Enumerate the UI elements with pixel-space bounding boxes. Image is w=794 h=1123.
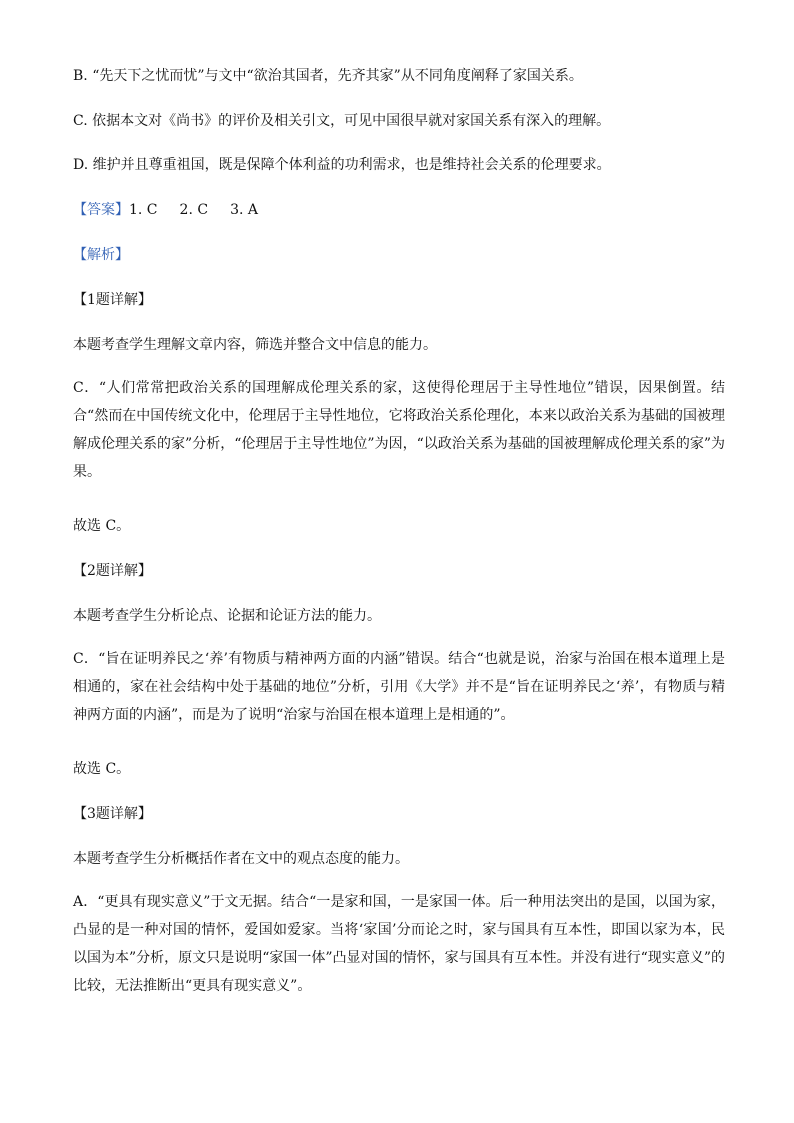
answer-item: 3. A [230, 202, 258, 218]
option-d: D. 维护并且尊重祖国，既是保障个体利益的功利需求，也是维持社会关系的伦理要求。 [73, 157, 611, 173]
q1-body: C．“人们常常把政治关系的国理解成伦理关系的家，这使得伦理居于主导性地位”错误，因果倒置。结合“然而在中国传统文化中，伦理居于主导性地位，它将政治关系伦理化，本来以政治关系为基础的国被理解成伦理关系的家”分析，“伦理居于主导性地位”为因，“以政治关系为基础的国被理解成伦理关系的家”为果。 [73, 380, 725, 480]
q2-conclusion: 故选 C。 [73, 761, 131, 777]
q3-body: A．“更具有现实意义”于文无据。结合“一是家和国，一是家国一体。后一种用法突出的是国，以国为家，凸显的是一种对国的情怀，爱国如爱家。当将‘家国’分而论之时，家与国具有互本性，即国以家为本，民以国为本”分析，原文只是说明“家国一体”凸显对国的情怀，家与国具有互本性。并没有进行“现实意义”的比较，无法推断出“更具有现实意义”。 [73, 894, 725, 994]
q1-conclusion: 故选 C。 [73, 518, 131, 534]
option-b: B. “先天下之忧而忧”与文中“欲治其国者，先齐其家”从不同角度阐释了家国关系。 [73, 68, 583, 84]
option-c: C. 依据本文对《尚书》的评价及相关引文，可见中国很早就对家国关系有深入的理解。 [73, 113, 611, 129]
answer-item: 2. C [179, 202, 209, 218]
analysis-label: 【解析】 [73, 247, 129, 263]
q3-heading: 【3题详解】 [73, 806, 152, 822]
answer-item: 1. C [129, 202, 158, 218]
q3-intro: 本题考查学生分析概括作者在文中的观点态度的能力。 [73, 851, 409, 867]
answer-label: 【答案】 [73, 202, 129, 218]
q1-intro: 本题考查学生理解文章内容，筛选并整合文中信息的能力。 [73, 337, 437, 353]
q2-body: C．“旨在证明养民之‘养’有物质与精神两方面的内涵”错误。结合“也就是说，治家与治国在根本道理上是相通的，家在社会结构中处于基础的地位”分析，引用《大学》并不是“旨在证明养民之‘养’，有物质与精神两方面的内涵”，而是为了说明“治家与治国在根本道理上是相通的”。 [73, 651, 725, 723]
q1-heading: 【1题详解】 [73, 292, 152, 308]
answer-items [129, 202, 280, 218]
q2-intro: 本题考查学生分析论点、论据和论证方法的能力。 [73, 608, 381, 624]
answer-line [73, 200, 725, 220]
q2-heading: 【2题详解】 [73, 563, 152, 579]
